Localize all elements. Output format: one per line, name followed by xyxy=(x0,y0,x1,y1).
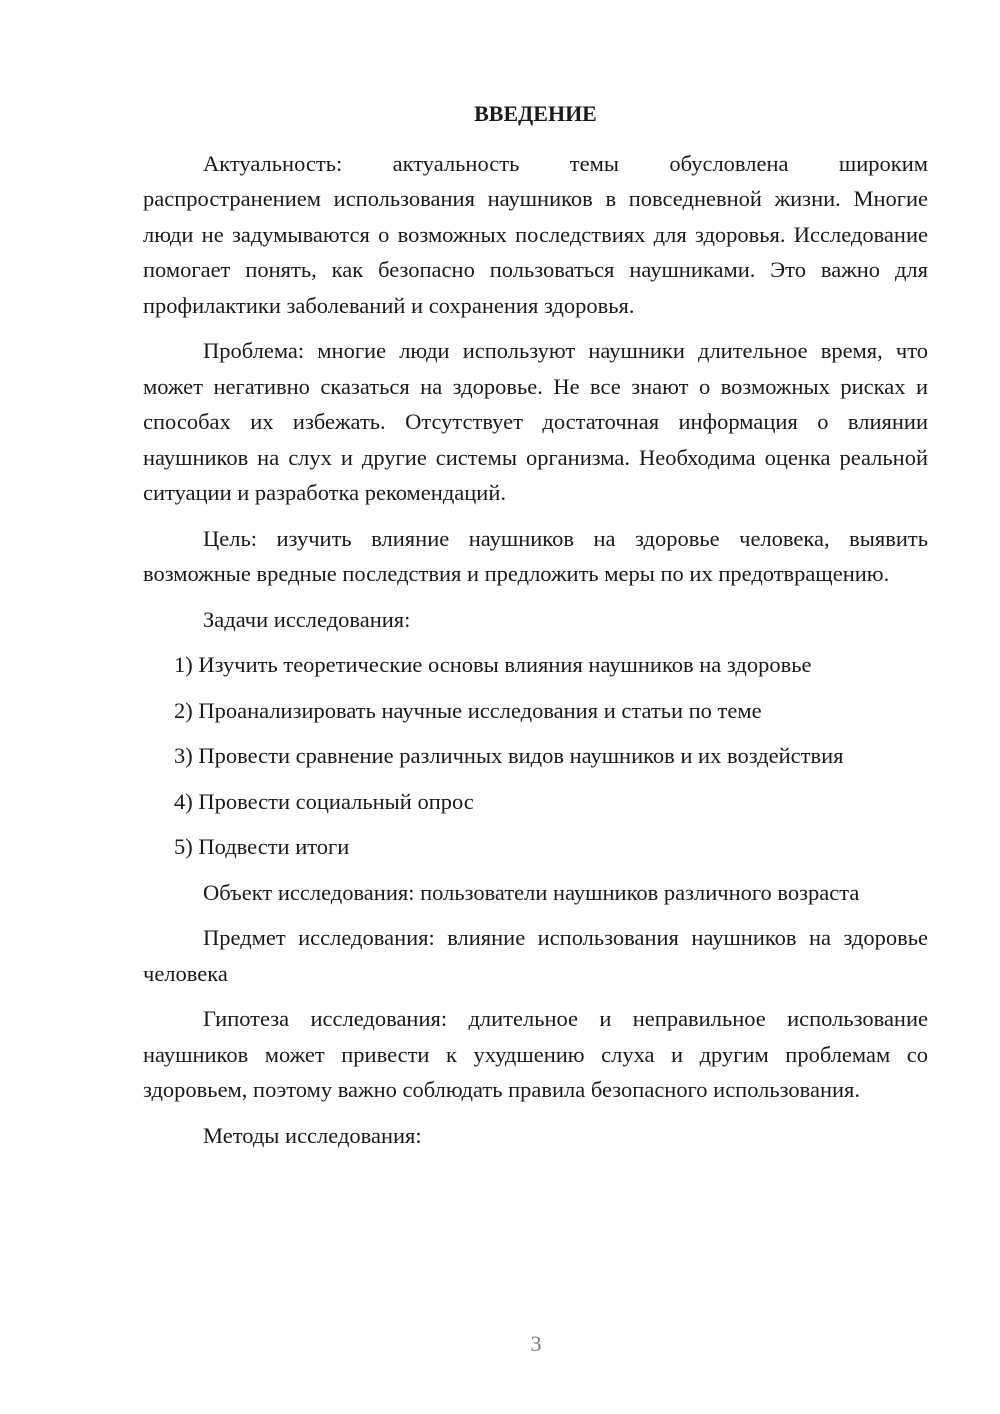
tasks-list xyxy=(143,647,928,865)
tasks-heading: Задачи исследования: xyxy=(203,606,411,632)
hypothesis-paragraph: Гипотеза исследования: длительное и неправильное использование наушников может привести к ухудшению слуха и другим проблемам со здоровьем, поэтому важно соблюдать правила безопасного использования. xyxy=(143,1006,928,1102)
document-page xyxy=(143,96,928,1163)
page-number: 3 xyxy=(530,1331,542,1356)
task-item: 4) Провести социальный опрос xyxy=(174,788,474,814)
task-item: 5) Подвести итоги xyxy=(174,834,350,859)
goal-paragraph: Цель: изучить влияние наушников на здоровье человека, выявить возможные вредные последствия и предложить меры по их предотвращению. xyxy=(143,525,928,586)
task-item: 2) Проанализировать научные исследования и статьи по теме xyxy=(174,697,762,723)
task-item: 3) Провести сравнение различных видов наушников и их воздействия xyxy=(174,743,844,768)
task-item: 1) Изучить теоретические основы влияния наушников на здоровье xyxy=(174,652,812,677)
relevance-paragraph: Актуальность: актуальность темы обусловлена широким распространением использования наушников в повседневной жизни. Многие люди не задумываются о возможных последствиях для здоровья. Исследование помогает понять, как безопасно пользоваться наушниками. Это важно для профилактики заболеваний и сохранения здоровья. xyxy=(143,150,928,318)
subject-paragraph: Предмет исследования: влияние использования наушников на здоровье человека xyxy=(143,925,928,986)
object-paragraph: Объект исследования: пользователи наушников различного возраста xyxy=(203,879,860,905)
methods-heading: Методы исследования: xyxy=(203,1122,422,1148)
problem-paragraph: Проблема: многие люди используют наушники длительное время, что может негативно сказаться на здоровье. Не все знают о возможных рисках и способах их избежать. Отсутствует достаточная информация о влиянии наушников на слух и другие системы организма. Необходима оценка реальной ситуации и разработка рекомендаций. xyxy=(143,338,928,505)
section-title: ВВЕДЕНИЕ xyxy=(474,101,597,126)
